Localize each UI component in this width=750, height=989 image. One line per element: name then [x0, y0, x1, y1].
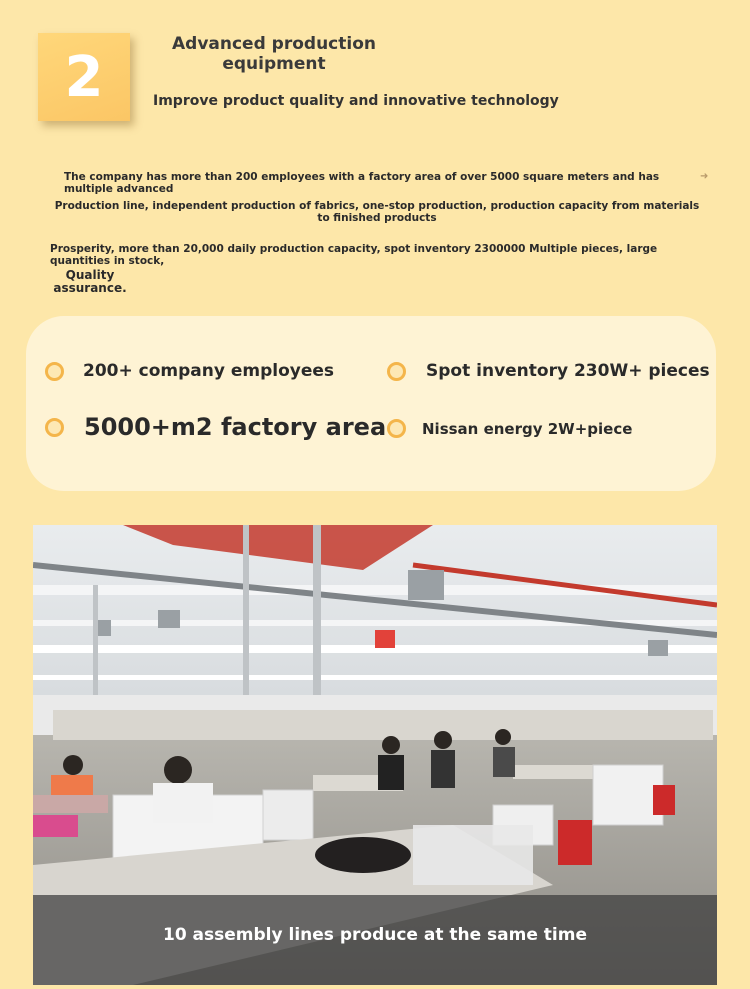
- bullet-icon: [45, 362, 64, 381]
- stat-label: 200+ company employees: [83, 361, 335, 381]
- stat-label: 5000+m2 factory area: [84, 413, 387, 441]
- factory-photo: [33, 525, 717, 985]
- section-title: Advanced production equipment: [172, 34, 376, 74]
- description-line-4: Quality assurance.: [53, 268, 127, 295]
- bullet-icon: [387, 362, 406, 381]
- bullet-icon: [45, 418, 64, 437]
- description-line-2: Production line, independent production of fabrics, one-stop production, production capacity from materials to finished products: [54, 200, 700, 224]
- stat-label: Spot inventory 230W+ pieces: [426, 361, 710, 381]
- stat-inventory: [387, 361, 710, 381]
- description-line-1: The company has more than 200 employees with a factory area of over 5000 square meters and has multiple advanced: [64, 171, 660, 195]
- description-line-3: Prosperity, more than 20,000 daily production capacity, spot inventory 2300000 Multiple pieces, large quantities in stock,: [50, 243, 658, 267]
- bullet-icon: [387, 419, 406, 438]
- stat-label: Nissan energy 2W+piece: [422, 419, 633, 438]
- arrow-icon: ➜: [700, 171, 709, 182]
- stat-daily-capacity: [387, 419, 632, 438]
- stat-employees: [45, 361, 334, 381]
- photo-caption: 10 assembly lines produce at the same time: [162, 925, 588, 945]
- stats-card: [26, 316, 716, 491]
- factory-floor-illustration: [33, 525, 717, 985]
- section-number-badge: [38, 33, 130, 121]
- stat-factory-area: [45, 413, 386, 441]
- section-subtitle: Improve product quality and innovative technology: [153, 93, 559, 109]
- section-number: 2: [64, 44, 104, 110]
